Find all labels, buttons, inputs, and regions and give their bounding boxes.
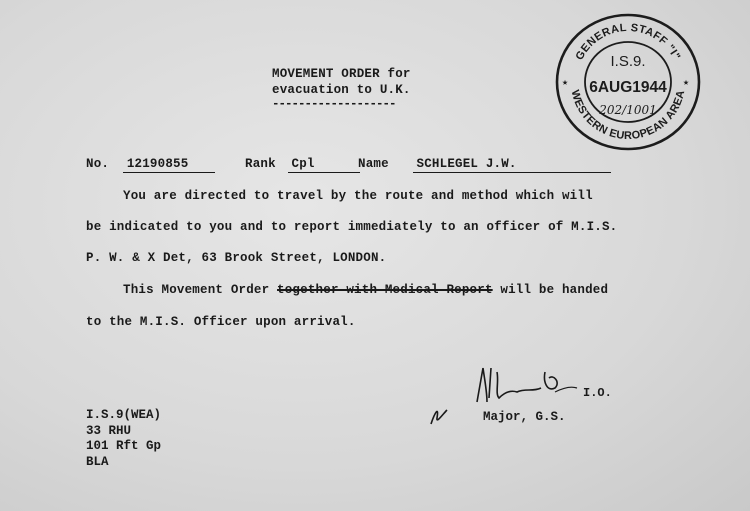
stamp-unit: I.S.9. — [610, 53, 646, 70]
stamp-star-left: ★ — [562, 78, 569, 89]
title-underline: ------------------- — [272, 97, 396, 111]
name-field — [358, 157, 611, 173]
general-staff-stamp — [555, 12, 701, 152]
name-value: SCHLEGEL J.W. — [413, 157, 611, 173]
body-line-4-end: will be handed — [500, 283, 609, 297]
stamp-star-right: ★ — [683, 78, 690, 89]
stamp-bottom-arc: WESTERN EUROPEAN AREA — [568, 88, 688, 143]
body-line-5: to the M.I.S. Officer upon arrival. — [86, 315, 356, 329]
address-line: BLA — [86, 454, 109, 469]
signatory-title: Major, G.S. — [483, 410, 566, 424]
fields-row — [86, 157, 215, 173]
body-line-1: You are directed to travel by the route and method which will — [123, 189, 593, 203]
stamp-top-arc: GENERAL STAFF "I" — [573, 21, 683, 63]
stamp-ref-handwritten: 202/1001 — [599, 103, 657, 117]
address-line: 101 Rft Gp — [86, 439, 162, 453]
service-number: 12190855 — [123, 157, 215, 173]
body-line-2: be indicated to you and to report immediately to an officer of M.I.S. — [86, 220, 618, 234]
body-line-3: P. W. & X Det, 63 Brook Street, LONDON. — [86, 251, 387, 265]
body-line-4 — [123, 283, 608, 297]
address-line: 33 RHU — [86, 423, 132, 438]
address-block — [86, 408, 161, 470]
title-line-1: MOVEMENT ORDER for — [272, 67, 411, 81]
signature-suffix: I.O. — [583, 386, 612, 400]
address-line: I.S.9(WEA) — [86, 408, 162, 422]
rank-value: Cpl — [288, 157, 360, 173]
no-label: No. — [86, 157, 110, 171]
stamp-date: 6AUG1944 — [589, 79, 667, 96]
document-title — [272, 66, 411, 112]
struck-medical-report: together with Medical Report — [277, 283, 493, 297]
name-label: Name — [358, 157, 389, 171]
rank-label: Rank — [245, 157, 276, 171]
rank-field — [245, 157, 360, 173]
title-line-2: evacuation to U.K. — [272, 83, 411, 97]
body-line-4-start: This Movement Order — [123, 283, 270, 297]
